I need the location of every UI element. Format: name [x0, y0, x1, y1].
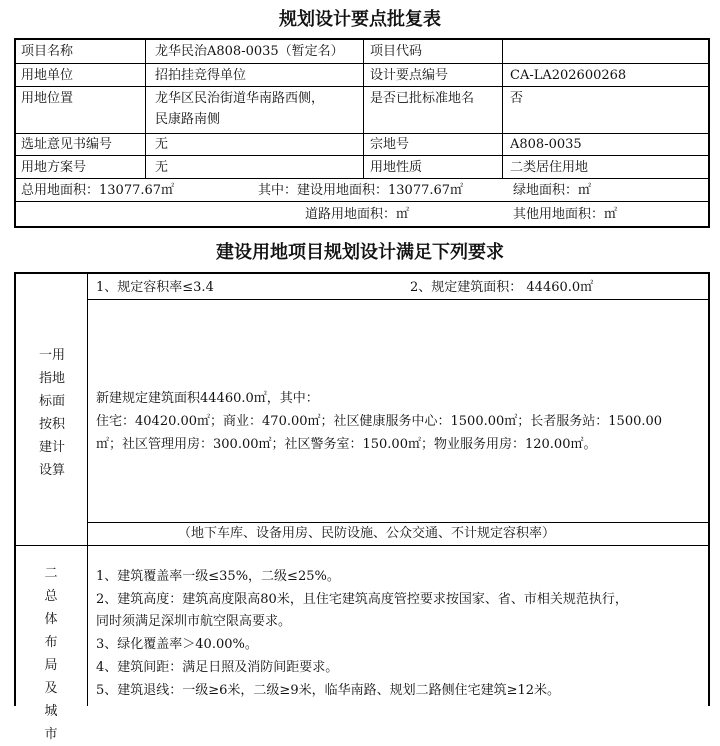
far-requirement: 1、规定容积率≤3.4 — [96, 280, 214, 295]
section2-label — [37, 562, 65, 746]
standard-name-value: 否 — [510, 91, 524, 106]
gfa-detail-line3: ㎡；社区管理用房：300.00㎡；社区警务室：150.00㎡；物业服务用房：120.00㎡。 — [96, 437, 597, 452]
label-char: 布 — [44, 635, 58, 650]
land-plan-value: 无 — [155, 160, 169, 175]
req-table-border-left — [14, 272, 16, 706]
height-requirement-cont: 同时须满足深圳市航空限高要求。 — [96, 614, 292, 629]
location-value-line1: 龙华区民治街道华南路西侧， — [155, 91, 325, 106]
site-opinion-label: 选址意见书编号 — [21, 137, 113, 152]
table-border-right — [708, 38, 710, 228]
location-value-line2: 民康路南侧 — [155, 112, 221, 127]
gfa-detail-line2: 住宅：40420.00㎡；商业：470.00㎡；社区健康服务中心：1500.00㎡；长者服务站：1500.00 — [96, 414, 663, 429]
col-divider — [502, 38, 503, 178]
project-code-label: 项目代码 — [370, 44, 423, 59]
req-table-border-right — [708, 272, 710, 706]
label-char: 城 — [44, 704, 58, 719]
label-char: 一用 — [38, 348, 65, 363]
label-char: 市 — [44, 727, 58, 742]
location-label: 用地位置 — [21, 91, 74, 106]
land-nature-label: 用地性质 — [370, 160, 423, 175]
design-no-value: CA-LA202600268 — [510, 68, 627, 83]
height-requirement: 2、建筑高度：建筑高度限高80米，且住宅建筑高度管控要求按国家、省、市相关规范执行， — [96, 592, 628, 607]
table-border-left — [14, 38, 16, 228]
section-divider — [14, 545, 710, 546]
gfa-detail-line1: 新建规定建筑面积44460.0㎡，其中： — [96, 391, 319, 406]
row-divider — [14, 201, 710, 202]
setback-requirement: 5、建筑退线：一级≥6米，二级≥9米，临华南路、规划二路侧住宅建筑≥12米。 — [96, 683, 561, 698]
build-area: 其中：建设用地面积：13077.67㎡ — [258, 183, 464, 198]
road-area: 道路用地面积：㎡ — [305, 207, 410, 222]
label-char: 局 — [44, 658, 58, 673]
col-divider — [145, 38, 146, 178]
design-no-label: 设计要点编号 — [370, 68, 449, 83]
label-char: 体 — [44, 612, 58, 627]
land-plan-label: 用地方案号 — [21, 160, 87, 175]
total-area: 总用地面积：13077.67㎡ — [21, 183, 175, 198]
section1-label — [36, 344, 68, 482]
table-border-top — [14, 38, 710, 40]
parcel-no-value: A808-0035 — [510, 137, 582, 152]
parcel-no-label: 宗地号 — [370, 137, 410, 152]
label-char: 按积 — [38, 417, 65, 432]
land-nature-value: 二类居住用地 — [510, 160, 589, 175]
row-divider — [14, 63, 710, 64]
label-char: 及 — [44, 681, 58, 696]
land-unit-value: 招拍挂竞得单位 — [155, 68, 247, 83]
green-requirement: 3、绿化覆盖率＞40.00%。 — [96, 637, 258, 652]
label-col-divider — [87, 272, 88, 706]
other-area: 其他用地面积：㎡ — [513, 207, 618, 222]
row-divider — [14, 155, 710, 156]
label-char: 总 — [44, 589, 58, 604]
req-table-border-top — [14, 272, 710, 274]
row-divider — [14, 178, 710, 179]
gfa-requirement: 2、规定建筑面积： 44460.0㎡ — [410, 280, 594, 295]
project-name-label: 项目名称 — [21, 44, 74, 59]
coverage-requirement: 1、建筑覆盖率一级≤35%，二级≤25%。 — [96, 569, 340, 584]
section-title: 建设用地项目规划设计满足下列要求 — [216, 242, 504, 263]
label-char: 建计 — [38, 440, 65, 455]
label-char: 指地 — [38, 371, 65, 386]
page-title: 规划设计要点批复表 — [279, 9, 441, 30]
table-border-bottom — [14, 226, 710, 228]
standard-name-label: 是否已批标准地名 — [370, 91, 475, 106]
row-divider — [14, 133, 710, 134]
green-area: 绿地面积：㎡ — [513, 183, 592, 198]
far-exclusion-note: （地下车库、设备用房、民防设施、公众交通、不计规定容积率） — [178, 526, 556, 541]
col-divider — [363, 38, 364, 178]
project-name-value: 龙华民治A808-0035（暂定名） — [155, 44, 344, 59]
site-opinion-value: 无 — [155, 137, 169, 152]
label-char: 二 — [44, 566, 58, 581]
row-divider — [14, 86, 710, 87]
land-unit-label: 用地单位 — [21, 68, 74, 83]
row-divider — [87, 522, 709, 523]
label-char: 设算 — [38, 463, 65, 478]
spacing-requirement: 4、建筑间距：满足日照及消防间距要求。 — [96, 660, 339, 675]
label-char: 标面 — [38, 394, 65, 409]
row-divider — [87, 299, 709, 300]
